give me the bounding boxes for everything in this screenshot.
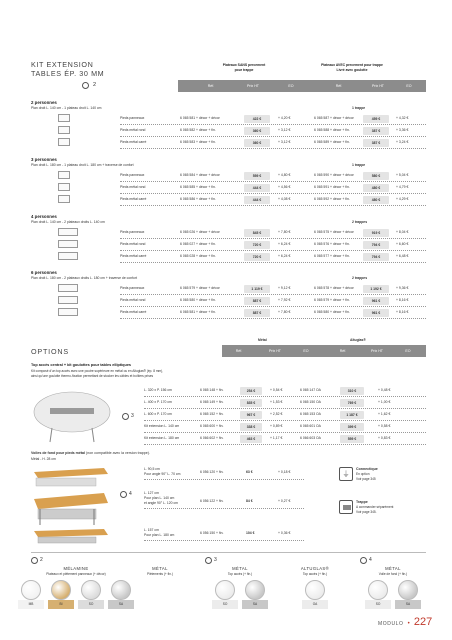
row-label: Pieds panneaux [120, 230, 145, 234]
options-title: OPTIONS [31, 347, 69, 356]
finish-swatch-code: SO [365, 600, 391, 609]
table-row [0, 194, 452, 205]
row-ref1: 6 065 583 + décor + fin. [180, 140, 216, 144]
section-subtitle: Plan droit L. 140 cm - 2 plateaux droits L. 140 cm [31, 220, 105, 224]
section-trappe: 1 trappe [352, 106, 366, 110]
header-title-num: 2 [93, 82, 97, 88]
option-circle-num: 3 [131, 413, 134, 419]
finish-title: MÉTAL [385, 566, 401, 571]
finish-subtitle: Piètements (+ fin.) [147, 572, 173, 576]
row-ref2: 6 065 580 + décor + fin. [314, 310, 350, 314]
trappe-box [339, 500, 405, 528]
option-price2: 1 187 € [340, 411, 364, 419]
finish-swatch [51, 580, 71, 600]
row-eco2: + 3,36 € [396, 128, 409, 132]
finish-title: ALTUGLAS® [300, 566, 330, 571]
option-ref2: 6 065 601 OA [300, 424, 321, 428]
opt-col-price: Prix HT [269, 349, 281, 353]
option-label: L. 400 x P. 170 cm [144, 400, 172, 404]
table-thumbnail-icon [58, 308, 78, 316]
trappe-title: Trappe [356, 500, 368, 504]
options-group1: Métal [258, 338, 267, 342]
voile-ref: 6 056 120 + fin. [200, 470, 224, 474]
option-eco1: + 2,52 € [270, 412, 283, 416]
connect-title: Connectique [356, 467, 378, 471]
col-price2: Prix HT [372, 84, 384, 88]
option-eco2: + 1,00 € [378, 400, 391, 404]
row-eco1: + 7,80 € [278, 310, 291, 314]
row-eco1: + 4,56 € [278, 185, 291, 189]
top-access-desc1: Kit composé d'un top accès avec une poutre supérieure en métal ou en Altuglas® (ép. 8 mm), [31, 369, 164, 373]
options-header-bar [222, 345, 426, 357]
table-thumbnail-icon [58, 126, 70, 134]
option-price2: 310 € [340, 387, 364, 395]
header-title [31, 60, 104, 78]
section-title: 6 personnes [31, 270, 57, 275]
group2-line1: Plateaux AVEC percement pour trappe [321, 63, 383, 67]
finish-num: 3 [214, 557, 217, 563]
row-eco2: + 5,04 € [396, 173, 409, 177]
row-ref1: 6 065 581 + décor + fin. [180, 310, 216, 314]
opt-col-ref: Réf. [235, 349, 243, 353]
section-trappe: 2 trappes [352, 220, 368, 224]
row-ref2: 6 065 576 + décor + fin. [314, 242, 350, 246]
table-row [0, 239, 452, 250]
row-eco2: + 4,79 € [396, 185, 409, 189]
table-row [0, 125, 452, 136]
option-eco1: + 1,17 € [270, 436, 283, 440]
voile-ref: 6 056 122 + fin. [200, 499, 224, 503]
table-thumbnail-icon [58, 228, 78, 236]
table-row [0, 283, 452, 294]
option-ref1: 6 065 148 + fin. [200, 388, 224, 392]
group1-line2: pour trappe [234, 68, 254, 72]
row-ref2: 6 065 589 + décor + fin. [314, 140, 350, 144]
connect-line1: En option [356, 472, 370, 476]
voile-price: 104 € [246, 531, 255, 535]
table-row [0, 251, 452, 262]
finish-swatch [21, 580, 41, 600]
section-subtitle: Plan droit L. 180 cm - 1 plateau droit L. 180 cm + traverse de confort [31, 163, 134, 167]
row-eco2: + 6,60 € [396, 242, 409, 246]
voile-price: 84 € [246, 499, 253, 503]
option-price1: 254 € [240, 387, 262, 395]
finish-num: 4 [369, 557, 372, 563]
option-eco1: + 0,54 € [270, 388, 283, 392]
finish-swatch [368, 580, 388, 600]
row-price1: 360 € [244, 139, 270, 147]
opt-col-ref2: Réf. [339, 349, 347, 353]
voile-title: Voiles de fond pour pieds métal [31, 451, 86, 455]
table-thumbnail-icon [58, 252, 78, 260]
option-eco2: + 0,83 € [378, 436, 391, 440]
row-price1: 887 € [244, 297, 270, 305]
header-title-line1: KIT EXTENSION [31, 60, 94, 69]
section-title: 3 personnes [31, 157, 57, 162]
option-row [0, 397, 452, 408]
row-eco2: + 8,04 € [396, 230, 409, 234]
row-ref1: 6 065 581 + décor + décor [180, 116, 220, 120]
option-divider [144, 444, 426, 445]
finish-num: 2 [40, 557, 43, 563]
row-price2: 480 € [363, 184, 389, 192]
option-row [0, 385, 452, 396]
finish-subtitle: Top accès (+ fin.) [227, 572, 253, 576]
row-eco2: + 4,29 € [396, 197, 409, 201]
table-thumbnail-icon [58, 296, 78, 304]
table-row [0, 307, 452, 318]
connect-box [339, 467, 395, 489]
voile-heading [31, 451, 150, 455]
row-eco1: + 6,24 € [278, 254, 291, 258]
row-label: Pieds métal carré [120, 140, 147, 144]
finish-subtitle: Plateaux et piètement panneaux (+ décor) [46, 572, 106, 576]
finishes-top-rule [31, 552, 426, 553]
option-label: L. 320 x P. 156 cm [144, 388, 172, 392]
voile-eco: + 0,18 € [278, 470, 291, 474]
row-eco2: + 6,48 € [396, 254, 409, 258]
row-price1: 444 € [244, 196, 270, 204]
option-eco2: + 0,58 € [378, 424, 391, 428]
voile-eco: + 0,27 € [278, 499, 291, 503]
row-label: Pieds panneaux [120, 116, 145, 120]
table-row [0, 227, 452, 238]
row-ref1: 6 065 585 + décor + fin. [180, 185, 216, 189]
row-price2: 919 € [363, 229, 389, 237]
voile-divider [144, 479, 304, 480]
option-eco1: + 0,89 € [270, 424, 283, 428]
row-eco2: + 3,24 € [396, 140, 409, 144]
row-price1: 887 € [244, 309, 270, 317]
row-price1: 422 € [244, 115, 270, 123]
table-row [0, 295, 452, 306]
row-eco2: + 8,16 € [396, 298, 409, 302]
top-access-desc2: ainsi qu'une goulotte thermo-fixation permettant de stocker les câbles et boîtiers prises [31, 374, 154, 378]
finish-swatch [111, 580, 131, 600]
footer-page [378, 616, 432, 628]
row-label: Pieds métal rond [120, 242, 146, 246]
row-label: Pieds panneaux [120, 286, 145, 290]
footer-page-number: 227 [413, 616, 433, 628]
footer-sep: • [407, 621, 410, 627]
option-ref1: 6 065 152 + fin. [200, 412, 224, 416]
row-label: Pieds métal carré [120, 254, 147, 258]
table-row [0, 182, 452, 193]
group2-header [312, 63, 392, 73]
row-ref2: 6 065 577 + décor + fin. [314, 254, 350, 258]
row-label: Pieds métal rond [120, 128, 146, 132]
row-eco1: + 3,12 € [278, 140, 291, 144]
row-ref1: 6 065 027 + décor + fin. [180, 242, 216, 246]
row-eco2: + 4,32 € [396, 116, 409, 120]
row-eco1: + 7,80 € [278, 230, 291, 234]
col-eco2: EO [406, 84, 412, 88]
row-ref1: 6 065 028 + décor + fin. [180, 254, 216, 258]
table-thumbnail-icon [58, 114, 70, 122]
col-price: Prix HT [247, 84, 259, 88]
section-title: 4 personnes [31, 214, 57, 219]
voile-label1: L. 157 cm [144, 528, 159, 532]
table-thumbnail-icon [58, 171, 70, 179]
voile-label2: Pour plan L. 140 cm [144, 496, 175, 500]
row-price2: 387 € [363, 127, 389, 135]
voile-label2: Pour plan L. 180 cm [144, 533, 175, 537]
option-price2: 399 € [340, 423, 364, 431]
section-number-circle-icon [82, 82, 89, 89]
row-ref2: 6 065 579 + décor + fin. [314, 298, 350, 302]
finish-swatch-code: SO [78, 600, 104, 609]
voile-circle-num: 4 [129, 491, 132, 497]
row-price2: 387 € [363, 139, 389, 147]
opt-col-price2: Prix HT [371, 349, 383, 353]
row-price1: 720 € [244, 253, 270, 261]
row-price1: 1 119 € [244, 285, 270, 293]
option-row [0, 433, 452, 444]
option-price1: 835 € [240, 399, 262, 407]
row-price2: 794 € [363, 241, 389, 249]
option-eco2: + 0,48 € [378, 388, 391, 392]
finish-swatch-code: BI [48, 600, 74, 609]
row-eco1: + 9,12 € [278, 286, 291, 290]
finish-number-circle-icon [31, 557, 38, 564]
voile-label2: Pour angle 90° L. 70 cm [144, 472, 181, 476]
table-thumbnail-icon [58, 138, 70, 146]
finish-swatch [81, 580, 101, 600]
finish-number-circle-icon [205, 557, 212, 564]
opt-col-eco2: EO [405, 349, 411, 353]
header-title-line2: TABLES ÉP. 30 MM [31, 69, 105, 78]
table-row [0, 113, 452, 124]
row-price1: 720 € [244, 241, 270, 249]
option-price2: 769 € [340, 399, 364, 407]
voile-sub: Métal - H. 28 cm [31, 457, 56, 461]
row-eco1: + 7,92 € [278, 298, 291, 302]
top-access-title: Top accès central + kit goulottes pour tables elliptiques [31, 363, 132, 367]
finish-title: MÉLAMINE [63, 566, 89, 571]
option-label: L. 600 x P. 170 cm [144, 412, 172, 416]
row-price1: 559 € [244, 172, 270, 180]
footer-brand: MODULO [378, 621, 404, 627]
section-subtitle: Plan droit L. 180 cm - 2 plateaux droits L. 180 cm + traverse de confort [31, 276, 138, 280]
option-ref1: 6 065 600 + fin. [200, 424, 224, 428]
group1-header [214, 63, 274, 73]
row-divider [120, 262, 426, 263]
option-eco2: + 1,62 € [378, 412, 391, 416]
option-ref1: 6 065 149 + fin. [200, 400, 224, 404]
trappe-line1: A commander séparément [356, 505, 394, 509]
finish-swatch-code: OA [302, 600, 328, 609]
row-divider [120, 318, 426, 319]
row-ref1: 6 065 579 + décor + décor [180, 286, 220, 290]
row-eco1: + 4,08 € [278, 197, 291, 201]
section-subtitle: Plan droit L. 140 cm - 1 plateau droit L. 140 cm [31, 106, 102, 110]
row-ref2: 6 065 591 + décor + fin. [314, 185, 350, 189]
row-ref2: 6 065 587 + décor + décor [314, 116, 354, 120]
row-price2: 580 € [363, 172, 389, 180]
row-divider [120, 148, 426, 149]
row-ref1: 6 065 584 + décor + décor [180, 173, 220, 177]
row-ref2: 6 065 590 + décor + décor [314, 173, 354, 177]
row-eco1: + 4,80 € [278, 173, 291, 177]
finish-swatch-code: SO [212, 600, 238, 609]
row-ref2: 6 065 588 + décor + fin. [314, 128, 350, 132]
row-ref2: 6 065 578 + décor + décor [314, 286, 354, 290]
group2-line2: Livré avec goulotte [336, 68, 368, 72]
finish-number-circle-icon [360, 557, 367, 564]
finish-swatch [305, 580, 325, 600]
trappe-line2: Voir page 345. [356, 510, 377, 514]
section-trappe: 1 trappe [352, 163, 366, 167]
table-thumbnail-icon [58, 195, 70, 203]
row-label: Pieds métal carré [120, 197, 147, 201]
section-trappe: 2 trappes [352, 276, 368, 280]
row-price2: 961 € [363, 297, 389, 305]
finish-swatch-code: SA [395, 600, 421, 609]
finish-swatch-code: SA [242, 600, 268, 609]
table-row [0, 137, 452, 148]
option-ref2: 6 065 153 OA [300, 412, 321, 416]
row-ref1: 6 065 582 + décor + fin. [180, 128, 216, 132]
row-eco1: + 3,12 € [278, 128, 291, 132]
option-ref2: 6 066 603 OA [300, 436, 321, 440]
row-ref1: 6 065 580 + décor + fin. [180, 298, 216, 302]
row-eco2: + 8,16 € [396, 310, 409, 314]
row-ref2: 6 065 592 + décor + fin. [314, 197, 350, 201]
finish-swatch [398, 580, 418, 600]
row-ref1: 6 065 586 + décor + fin. [180, 197, 216, 201]
row-label: Pieds métal rond [120, 298, 146, 302]
option-row [0, 409, 452, 420]
row-price1: 444 € [244, 184, 270, 192]
finish-title: MÉTAL [232, 566, 248, 571]
voile-label1: L. 127 cm [144, 491, 159, 495]
opt-col-eco: EO [303, 349, 309, 353]
group1-line1: Plateaux SANS percement [222, 63, 266, 67]
option-ref2: 6 065 147 OA [300, 388, 321, 392]
trappe-icon [339, 500, 353, 514]
voile-divider [144, 540, 304, 541]
row-price2: 459 € [363, 115, 389, 123]
table-header-bar [178, 80, 426, 92]
table-thumbnail-icon [58, 183, 70, 191]
finish-swatch [245, 580, 265, 600]
connect-line2: Voir page 345 [356, 477, 376, 481]
voile-ref: 6 056 150 + fin. [200, 531, 224, 535]
finish-swatch-code: SA [108, 600, 134, 609]
row-price2: 1 192 € [363, 285, 389, 293]
option-ref1: 6 066 602 + fin. [200, 436, 224, 440]
col-eco: EO [288, 84, 294, 88]
row-price2: 961 € [363, 309, 389, 317]
row-eco1: + 4,20 € [278, 116, 291, 120]
table-thumbnail-icon [58, 240, 78, 248]
option-price1: 338 € [240, 423, 262, 431]
row-label: Pieds panneaux [120, 173, 145, 177]
row-label: Pieds métal rond [120, 185, 146, 189]
row-price1: 360 € [244, 127, 270, 135]
table-row [0, 170, 452, 181]
row-ref2: 6 065 575 + décor + décor [314, 230, 354, 234]
option-price2: 559 € [340, 435, 364, 443]
row-ref1: 6 065 026 + décor + décor [180, 230, 220, 234]
options-group2: Altuglas® [350, 338, 366, 342]
option-eco1: + 1,53 € [270, 400, 283, 404]
section-title: 2 personnes [31, 100, 57, 105]
row-label: Pieds métal carré [120, 310, 147, 314]
row-eco1: + 6,24 € [278, 242, 291, 246]
option-label: Kit extension L. 140 cm [144, 424, 180, 428]
option-label: Kit extension L. 180 cm [144, 436, 180, 440]
voile-eco: + 0,36 € [278, 531, 291, 535]
option-price1: 967 € [240, 411, 262, 419]
finish-subtitle: Voile de fond (+ fin.) [378, 572, 408, 576]
option-row [0, 421, 452, 432]
voile-price: 63 € [246, 470, 253, 474]
voile-divider [144, 508, 304, 509]
voile-note: (non compatible avec la version trappe). [85, 451, 150, 455]
voile-label3: et angle 90° L. 120 cm [144, 501, 178, 505]
row-price2: 794 € [363, 253, 389, 261]
finish-swatch-code: MB [18, 600, 44, 609]
finish-title: MÉTAL [152, 566, 168, 571]
col-ref2: Réf. [335, 84, 343, 88]
col-ref: Réf. [207, 84, 215, 88]
option-ref2: 6 065 150 OA [300, 400, 321, 404]
finish-swatch [215, 580, 235, 600]
row-price1: 845 € [244, 229, 270, 237]
row-price2: 480 € [363, 196, 389, 204]
voile-label1: L. 90,5 cm [144, 467, 160, 471]
row-eco2: + 9,36 € [396, 286, 409, 290]
finish-subtitle: Top accès (+ fin.) [302, 572, 328, 576]
option-price1: 463 € [240, 435, 262, 443]
connect-icon: ⏚ [339, 467, 353, 481]
row-divider [120, 205, 426, 206]
table-thumbnail-icon [58, 284, 78, 292]
